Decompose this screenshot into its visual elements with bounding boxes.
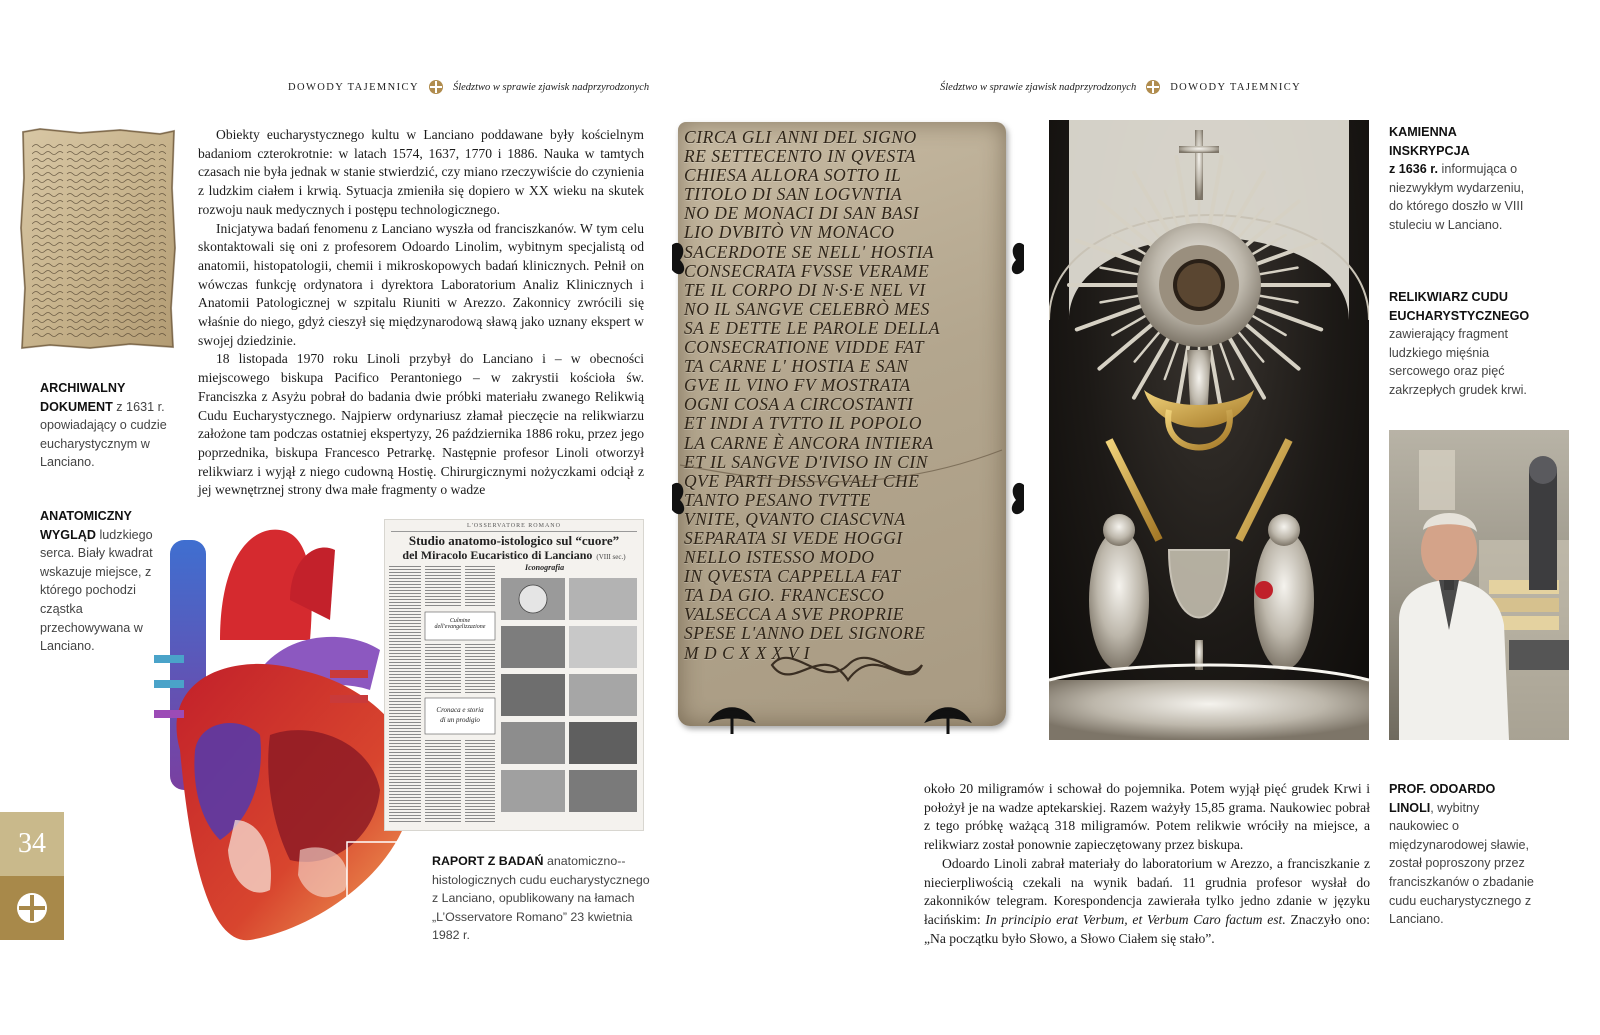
caption-report-text: anatomiczno--histologicznych cudu eucharystycznego z Lanciano, opublikowany na łamach „L’Osservatore Romano” 23 kwietnia 1982 r.	[432, 854, 650, 943]
cross-emblem-icon	[17, 893, 47, 923]
inscription-line: TITOLO DI SAN LOGVNTIA	[684, 184, 903, 205]
inscription-line: TE IL CORPO DI N·S·E NEL VI	[684, 279, 926, 300]
inscription-line: SA E DETTE LE PAROLE DELLA	[684, 317, 941, 338]
newspaper-masthead: L'OSSERVATORE ROMANO	[467, 523, 561, 529]
inscription-line: VNITE, QVANTO CIASCVNA	[684, 508, 906, 529]
page-number: 34	[0, 812, 64, 876]
parchment-illustration	[20, 128, 176, 350]
inscription-line: LA CARNE È ANCORA INTIERA	[684, 432, 934, 453]
caption-heart-text: ludzkiego serca. Biały kwadrat wskazuje miejsce, z którego pochodzi cząstka przechowywana w Lanciano.	[40, 527, 153, 654]
newspaper-title-2: del Miracolo Eucaristico di Lanciano	[402, 548, 593, 562]
newspaper-layout	[385, 560, 643, 830]
inscription-line: ET IL SANGVE D'IVISO IN CIN	[684, 451, 928, 472]
inscription-line: RE SETTECENTO IN QVESTA	[684, 146, 917, 167]
scientist-drawing	[1389, 430, 1569, 740]
inscription-line: CHIESA ALLORA SOTTO IL	[684, 165, 902, 186]
caption-reliquary	[1389, 288, 1539, 400]
header-left-subtitle: Śledztwo w sprawie zjawisk nadprzyrodzonych	[452, 81, 650, 93]
inscription-line: TANTO PESANO TVTTE	[684, 489, 871, 510]
right-paragraph-1: około 20 miligramów i schował do pojemnika. Potem wyjął pięć grudek Krwi i położył je na wadze aptekarskiej. Razem ważyły 15,85 grama. Naukowiec pobrał z tego próbkę ważącą 318 miligramów. Potem relikwie wróciły na miejsce, a relikwiarz został ponownie zapieczętowany przez biskupa.	[924, 781, 1370, 853]
inscription-line: VALSECCA A SVE PROPRIE	[684, 604, 905, 625]
caption-stone	[1389, 123, 1539, 235]
header-left-section: DOWODY TAJEMNICY	[288, 81, 419, 93]
caption-archive-text: z 1631 r. opowiadający o cudzie eucharystycznym w Lanciano.	[40, 399, 167, 470]
running-header-right	[940, 79, 1301, 95]
latin-quote: In principio erat Verbum, et Verbum Caro factum est.	[985, 911, 1286, 927]
monstrance-drawing	[1049, 120, 1369, 740]
caption-linoli-text: , wybitny naukowiec o międzynarodowej sławie, został poproszony przez franciszkanów o zbadanie cudu eucharystycznego z Lanciano.	[1389, 800, 1534, 927]
inscription-line: M D C X X X V I	[684, 642, 811, 663]
caption-archive	[40, 379, 180, 472]
inscription-line: TA CARNE L' HOSTIA E SAN	[684, 356, 909, 377]
inscription-line: CONSECRATIONE VIDDE FAT	[684, 337, 925, 358]
inscription-line: SEPARATA SI VEDE HOGGI	[684, 527, 903, 548]
caption-report-title: RAPORT Z BADAŃ	[432, 854, 544, 868]
caption-stone-text: informująca o niezwykłym wydarzeniu, do którego doszło w VIII stuleciu w Lanciano.	[1389, 162, 1525, 232]
right-paragraph-2-start: Odoardo Linoli zabrał materiały do laboratorium w Arezzo, a franciszkanie z niecierpliwością czekali na wynik badań. 11 grudnia profesor wysłał do zakonników telegram. Korespondencja zawierała tylko jedno zdanie w języku łacińskim:	[924, 855, 1370, 927]
right-paragraph-2	[924, 855, 1370, 949]
inscription-line: OGNI COSA A CIRCOSTANTI	[684, 394, 914, 415]
inscription-line: LIO DVBITÒ VN MONACO	[684, 222, 895, 243]
inscription-line: CONSECRATA FVSSE VERAME	[684, 260, 930, 281]
inscription-ornament	[672, 120, 1024, 740]
right-body-text	[924, 780, 1370, 948]
inscription-line: NELLO ISTESSO MODO	[684, 547, 875, 568]
archive-document-image	[20, 128, 176, 350]
caption-reliquary-title: RELIKWIARZ CUDU EUCHARYSTYCZNEGO	[1389, 290, 1530, 323]
inscription-line: QVE PARTI DISSVGVALI CHE	[684, 470, 920, 491]
right-paragraph-2-end: Znaczyło ono: „Na początku było Słowo, a Słowo Ciałem się stało”.	[924, 911, 1370, 946]
newspaper-box-2-line-1: Cronaca e storia	[436, 706, 484, 714]
prof-linoli-photo	[1389, 430, 1569, 740]
cross-icon	[429, 80, 443, 94]
newspaper-title-suffix: (VIII sec.)	[596, 553, 626, 561]
caption-stone-date: z 1636 r.	[1389, 162, 1439, 177]
left-paragraph-2: Inicjatywa badań fenomenu z Lanciano wyszła od franciszkanów. W tym celu skontaktowali się oni z profesorem Odoardo Linolim, wybitnym specjalistą od anatomii, histopatologii, chemii i mikroskopowych badań klinicznych. Pełnił on wówczas funkcję ordynatora i dyrektora Laboratorium Analiz Klinicznych i Anatomii Patologicznej w szpitalu Riuniti w Arezzo. Zakonnicy zwrócili się właśnie do niego, gdyż cieszył się międzynarodową sławą jako uznany ekspert w swojej dziedzinie.	[198, 220, 644, 348]
left-paragraph-3: 18 listopada 1970 roku Linoli przybył do Lanciano i – w obecności miejscowego biskupa Pacifico Perantoniego – w zakrystii kościoła św. Franciszka z Asyżu pobrał do badania dwie próbki materiału zwanego Relikwią Cudu Eucharystycznego. Najpierw ordynariusz złamał pieczęcie na relikwiarzu założone tam podczas ostatniej ekspertyzy, 26 października 1886 roku, przez jego poprzednika, biskupa Francesco Petrarkę. Następnie profesor Linoli otworzył relikwiarz i wyjął z niego cudowną Hostię. Chirurgicznymi nożyczkami odciął z jej wewnętrznej strony dwa małe fragmenty o wadze	[198, 351, 644, 498]
newspaper-report-image	[384, 519, 644, 831]
caption-archive-title: ARCHIWALNY DOKUMENT	[40, 381, 126, 414]
left-paragraph-1: Obiekty eucharystycznego kultu w Lanciano poddawane były kościelnym badaniom czterokrotnie: w latach 1574, 1637, 1770 i 1886. Nauka w tamtych czasach nie była jednak w stanie stwierdzić, czy miano rzeczywiście do czynienia z ludzkim ciałem i krwią. Sytuacja zmieniła się dopiero w XX wieku na skutek rozwoju nauk medycznych i postępu technologicznego.	[198, 127, 644, 217]
header-right-section: DOWODY TAJEMNICY	[1170, 81, 1302, 93]
header-right-subtitle: Śledztwo w sprawie zjawisk nadprzyrodzonych	[940, 81, 1137, 93]
stone-inscription-image	[672, 120, 1024, 740]
inscription-line: GVE IL VINO FV MOSTRATA	[684, 375, 911, 396]
newspaper-box-1: Culmine dell'evangelizzazione	[434, 618, 486, 630]
newspaper-section: Iconografia	[525, 563, 565, 572]
inscription-line: NO IL SANGVE CELEBRÒ MES	[684, 298, 930, 319]
inscription-line: CIRCA GLI ANNI DEL SIGNO	[684, 127, 917, 147]
caption-linoli-title: PROF. ODOARDO LINOLI	[1389, 782, 1496, 815]
inscription-line: SPESE L'ANNO DEL SIGNORE	[684, 623, 926, 644]
left-body-text	[198, 126, 644, 500]
inscription-line: TA DA GIO. FRANCESCO	[684, 585, 885, 606]
cross-icon	[1146, 80, 1160, 94]
caption-report	[432, 852, 652, 945]
caption-linoli	[1389, 780, 1539, 929]
caption-heart-title: ANATOMICZNY WYGLĄD	[40, 509, 132, 542]
reliquary-image	[1049, 120, 1369, 740]
caption-stone-title: KAMIENNA INSKRYPCJA	[1389, 125, 1470, 158]
inscription-line: IN QVESTA CAPPELLA FAT	[684, 566, 901, 587]
caption-reliquary-text: zawierający fragment ludzkiego mięśnia sercowego oraz pięć zakrzepłych grudek krwi.	[1389, 327, 1527, 397]
inscription-line: SACERDOTE SE NELL' HOSTIA	[684, 241, 935, 262]
newspaper-box-2-line-2: di un prodigio	[440, 716, 480, 724]
newspaper-title-1: Studio anatomo-istologico sul “cuore”	[408, 533, 620, 548]
inscription-line: NO DE MONACI DI SAN BASI	[684, 203, 920, 224]
page-number-badge	[0, 812, 64, 940]
running-header-left	[288, 79, 649, 95]
inscription-line: ET INDI A TVTTO IL POPOLO	[684, 413, 923, 434]
